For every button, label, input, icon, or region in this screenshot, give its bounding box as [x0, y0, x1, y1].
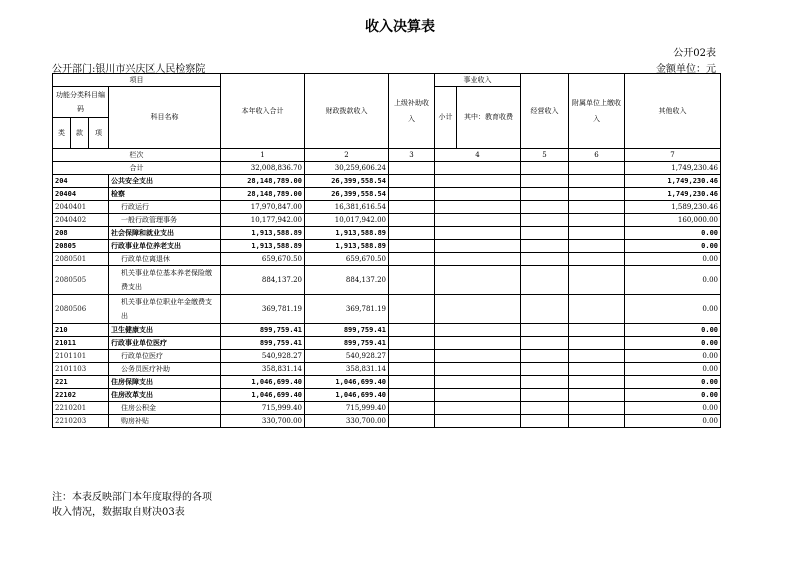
other-income-cell: 0.00 — [625, 376, 721, 389]
total-other-value: 1,749,230.46 — [625, 162, 721, 175]
subject-code: 221 — [53, 376, 109, 389]
operating-income-cell — [521, 295, 569, 324]
fiscal-cell: 540,928.27 — [305, 350, 389, 363]
header-func-code: 功能分类科目编码 — [53, 87, 109, 118]
subject-code: 2040402 — [53, 214, 109, 227]
other-income-cell: 0.00 — [625, 363, 721, 376]
affiliated-income-cell — [569, 253, 625, 266]
other-income-cell: 160,000.00 — [625, 214, 721, 227]
subject-code: 20404 — [53, 188, 109, 201]
upper-subsidy-cell — [389, 266, 435, 295]
operating-income-cell — [521, 214, 569, 227]
other-income-cell: 0.00 — [625, 415, 721, 428]
upper-subsidy-cell — [389, 402, 435, 415]
total-income-cell: 659,670.50 — [221, 253, 305, 266]
operating-income-cell — [521, 376, 569, 389]
total-income-cell: 28,148,789.00 — [221, 175, 305, 188]
affiliated-income-cell — [569, 227, 625, 240]
business-income-cell — [435, 253, 521, 266]
subject-code: 2101103 — [53, 363, 109, 376]
operating-income-cell — [521, 350, 569, 363]
subject-name: 检察 — [109, 188, 221, 201]
subject-code: 21011 — [53, 337, 109, 350]
fiscal-cell: 369,781.19 — [305, 295, 389, 324]
subject-name: 行政事业单位医疗 — [109, 337, 221, 350]
table-row — [53, 214, 721, 227]
other-income-cell: 0.00 — [625, 324, 721, 337]
header-education-fee: 其中：教育收费 — [457, 87, 521, 149]
table-row — [53, 402, 721, 415]
header-item: 项目 — [53, 74, 221, 87]
subject-code: 2210201 — [53, 402, 109, 415]
fiscal-cell: 884,137.20 — [305, 266, 389, 295]
col-num: 2 — [305, 149, 389, 162]
upper-subsidy-cell — [389, 253, 435, 266]
total-income-cell: 1,046,699.40 — [221, 376, 305, 389]
header-total-income: 本年收入合计 — [221, 74, 305, 149]
other-income-cell: 1,749,230.46 — [625, 175, 721, 188]
upper-subsidy-cell — [389, 415, 435, 428]
upper-subsidy-cell — [389, 363, 435, 376]
upper-subsidy-cell — [389, 201, 435, 214]
operating-income-cell — [521, 415, 569, 428]
total-income-value: 32,008,836.70 — [221, 162, 305, 175]
fiscal-cell: 330,700.00 — [305, 415, 389, 428]
subject-code: 2040401 — [53, 201, 109, 214]
department-label: 公开部门:银川市兴庆区人民检察院 — [52, 64, 206, 75]
fiscal-cell: 358,831.14 — [305, 363, 389, 376]
fiscal-cell: 899,759.41 — [305, 324, 389, 337]
other-income-cell: 0.00 — [625, 402, 721, 415]
affiliated-income-cell — [569, 175, 625, 188]
affiliated-income-cell — [569, 324, 625, 337]
operating-income-cell — [521, 188, 569, 201]
other-income-cell: 0.00 — [625, 253, 721, 266]
footnote-line-1: 注：本表反映部门本年度取得的各项 — [52, 492, 212, 503]
business-income-cell — [435, 175, 521, 188]
upper-subsidy-cell — [389, 240, 435, 253]
fiscal-cell: 715,999.40 — [305, 402, 389, 415]
table-row — [53, 295, 721, 324]
subject-name: 一般行政管理事务 — [109, 214, 221, 227]
subject-name: 机关事业单位职业年金缴费支出 — [109, 295, 221, 324]
business-income-cell — [435, 402, 521, 415]
operating-income-cell — [521, 175, 569, 188]
subject-name: 行政运行 — [109, 201, 221, 214]
table-row — [53, 337, 721, 350]
business-income-cell — [435, 337, 521, 350]
header-business-income: 事业收入 — [435, 74, 521, 87]
col-num: 3 — [389, 149, 435, 162]
other-income-cell: 1,589,230.46 — [625, 201, 721, 214]
affiliated-income-cell — [569, 402, 625, 415]
header-xiang: 项 — [89, 118, 109, 149]
table-row — [53, 376, 721, 389]
other-income-cell: 0.00 — [625, 389, 721, 402]
affiliated-income-cell — [569, 188, 625, 201]
affiliated-income-cell — [569, 363, 625, 376]
fiscal-cell: 26,399,558.54 — [305, 188, 389, 201]
upper-subsidy-cell — [389, 337, 435, 350]
total-fiscal-value: 30,259,606.24 — [305, 162, 389, 175]
total-income-cell: 17,970,847.00 — [221, 201, 305, 214]
business-income-cell — [435, 295, 521, 324]
total-income-cell: 28,148,789.00 — [221, 188, 305, 201]
upper-subsidy-cell — [389, 214, 435, 227]
header-column-order: 栏次 — [53, 149, 221, 162]
amount-unit-label: 金额单位：元 — [656, 64, 716, 75]
upper-subsidy-cell — [389, 324, 435, 337]
table-row — [53, 324, 721, 337]
fiscal-cell: 10,017,942.00 — [305, 214, 389, 227]
subject-code: 208 — [53, 227, 109, 240]
col-num: 4 — [435, 149, 521, 162]
table-row — [53, 175, 721, 188]
subject-code: 22102 — [53, 389, 109, 402]
total-income-cell: 899,759.41 — [221, 337, 305, 350]
upper-subsidy-cell — [389, 227, 435, 240]
operating-income-cell — [521, 402, 569, 415]
footnote-line-2: 收入情况，数据取自财决03表 — [52, 507, 185, 518]
table-row — [53, 201, 721, 214]
subject-name: 公共安全支出 — [109, 175, 221, 188]
subject-name: 公务员医疗补助 — [109, 363, 221, 376]
subject-code: 2101101 — [53, 350, 109, 363]
subject-name: 行政事业单位养老支出 — [109, 240, 221, 253]
operating-income-cell — [521, 266, 569, 295]
header-subtotal: 小计 — [435, 87, 457, 149]
total-income-cell: 10,177,942.00 — [221, 214, 305, 227]
header-lei: 类 — [53, 118, 71, 149]
upper-subsidy-cell — [389, 389, 435, 402]
header-other-income: 其他收入 — [625, 74, 721, 149]
operating-income-cell — [521, 337, 569, 350]
business-income-cell — [435, 227, 521, 240]
total-income-cell: 899,759.41 — [221, 324, 305, 337]
col-num: 1 — [221, 149, 305, 162]
subject-code: 2080501 — [53, 253, 109, 266]
fiscal-cell: 899,759.41 — [305, 337, 389, 350]
subject-code: 20805 — [53, 240, 109, 253]
subject-code: 204 — [53, 175, 109, 188]
business-income-cell — [435, 188, 521, 201]
table-row — [53, 363, 721, 376]
affiliated-income-cell — [569, 389, 625, 402]
table-row — [53, 240, 721, 253]
subject-code: 2210203 — [53, 415, 109, 428]
col-num: 7 — [625, 149, 721, 162]
header-kuan: 款 — [71, 118, 89, 149]
total-row — [53, 162, 721, 175]
subject-name: 住房公积金 — [109, 402, 221, 415]
fiscal-cell: 1,913,588.89 — [305, 227, 389, 240]
business-income-cell — [435, 415, 521, 428]
total-income-cell: 1,913,588.89 — [221, 227, 305, 240]
col-num: 5 — [521, 149, 569, 162]
header-operating-income: 经营收入 — [521, 74, 569, 149]
table-row — [53, 253, 721, 266]
other-income-cell: 0.00 — [625, 227, 721, 240]
col-num: 6 — [569, 149, 625, 162]
fiscal-cell: 1,046,699.40 — [305, 376, 389, 389]
affiliated-income-cell — [569, 295, 625, 324]
income-table — [52, 73, 721, 428]
business-income-cell — [435, 266, 521, 295]
subject-name: 行政单位医疗 — [109, 350, 221, 363]
fiscal-cell: 26,399,558.54 — [305, 175, 389, 188]
other-income-cell: 0.00 — [625, 350, 721, 363]
affiliated-income-cell — [569, 376, 625, 389]
business-income-cell — [435, 324, 521, 337]
operating-income-cell — [521, 227, 569, 240]
business-income-cell — [435, 240, 521, 253]
affiliated-income-cell — [569, 350, 625, 363]
affiliated-income-cell — [569, 266, 625, 295]
business-income-cell — [435, 201, 521, 214]
header-fiscal-appropriation: 财政拨款收入 — [305, 74, 389, 149]
operating-income-cell — [521, 201, 569, 214]
operating-income-cell — [521, 240, 569, 253]
upper-subsidy-cell — [389, 175, 435, 188]
other-income-cell: 0.00 — [625, 337, 721, 350]
affiliated-income-cell — [569, 240, 625, 253]
other-income-cell: 0.00 — [625, 295, 721, 324]
total-income-cell: 358,831.14 — [221, 363, 305, 376]
upper-subsidy-cell — [389, 350, 435, 363]
operating-income-cell — [521, 324, 569, 337]
total-income-cell: 715,999.40 — [221, 402, 305, 415]
total-income-cell: 540,928.27 — [221, 350, 305, 363]
business-income-cell — [435, 376, 521, 389]
upper-subsidy-cell — [389, 295, 435, 324]
subject-code: 210 — [53, 324, 109, 337]
affiliated-income-cell — [569, 201, 625, 214]
total-income-cell: 330,700.00 — [221, 415, 305, 428]
total-income-cell: 369,781.19 — [221, 295, 305, 324]
operating-income-cell — [521, 253, 569, 266]
fiscal-cell: 16,381,616.54 — [305, 201, 389, 214]
table-row — [53, 188, 721, 201]
other-income-cell: 0.00 — [625, 240, 721, 253]
table-row — [53, 415, 721, 428]
header-upper-subsidy: 上级补助收入 — [389, 74, 435, 149]
subject-name: 卫生健康支出 — [109, 324, 221, 337]
business-income-cell — [435, 350, 521, 363]
business-income-cell — [435, 214, 521, 227]
form-number: 公开02表 — [673, 48, 716, 59]
table-row — [53, 350, 721, 363]
header-affiliated-income: 附属单位上缴收入 — [569, 74, 625, 149]
total-income-cell: 1,913,588.89 — [221, 240, 305, 253]
subject-name: 社会保障和就业支出 — [109, 227, 221, 240]
affiliated-income-cell — [569, 337, 625, 350]
upper-subsidy-cell — [389, 376, 435, 389]
operating-income-cell — [521, 389, 569, 402]
page-title: 收入决算表 — [365, 19, 435, 35]
fiscal-cell: 1,046,699.40 — [305, 389, 389, 402]
subject-name: 行政单位离退休 — [109, 253, 221, 266]
upper-subsidy-cell — [389, 188, 435, 201]
subject-name: 住房保障支出 — [109, 376, 221, 389]
table-row — [53, 266, 721, 295]
header-subject-name: 科目名称 — [109, 87, 221, 149]
other-income-cell: 1,749,230.46 — [625, 188, 721, 201]
total-income-cell: 1,046,699.40 — [221, 389, 305, 402]
other-income-cell: 0.00 — [625, 266, 721, 295]
subject-name: 住房改革支出 — [109, 389, 221, 402]
affiliated-income-cell — [569, 415, 625, 428]
business-income-cell — [435, 363, 521, 376]
fiscal-cell: 1,913,588.89 — [305, 240, 389, 253]
table-row — [53, 227, 721, 240]
subject-code: 2080505 — [53, 266, 109, 295]
total-label: 合计 — [53, 162, 221, 175]
table-row — [53, 389, 721, 402]
operating-income-cell — [521, 363, 569, 376]
subject-name: 机关事业单位基本养老保险缴费支出 — [109, 266, 221, 295]
affiliated-income-cell — [569, 214, 625, 227]
subject-code: 2080506 — [53, 295, 109, 324]
total-income-cell: 884,137.20 — [221, 266, 305, 295]
fiscal-cell: 659,670.50 — [305, 253, 389, 266]
business-income-cell — [435, 389, 521, 402]
subject-name: 购房补贴 — [109, 415, 221, 428]
